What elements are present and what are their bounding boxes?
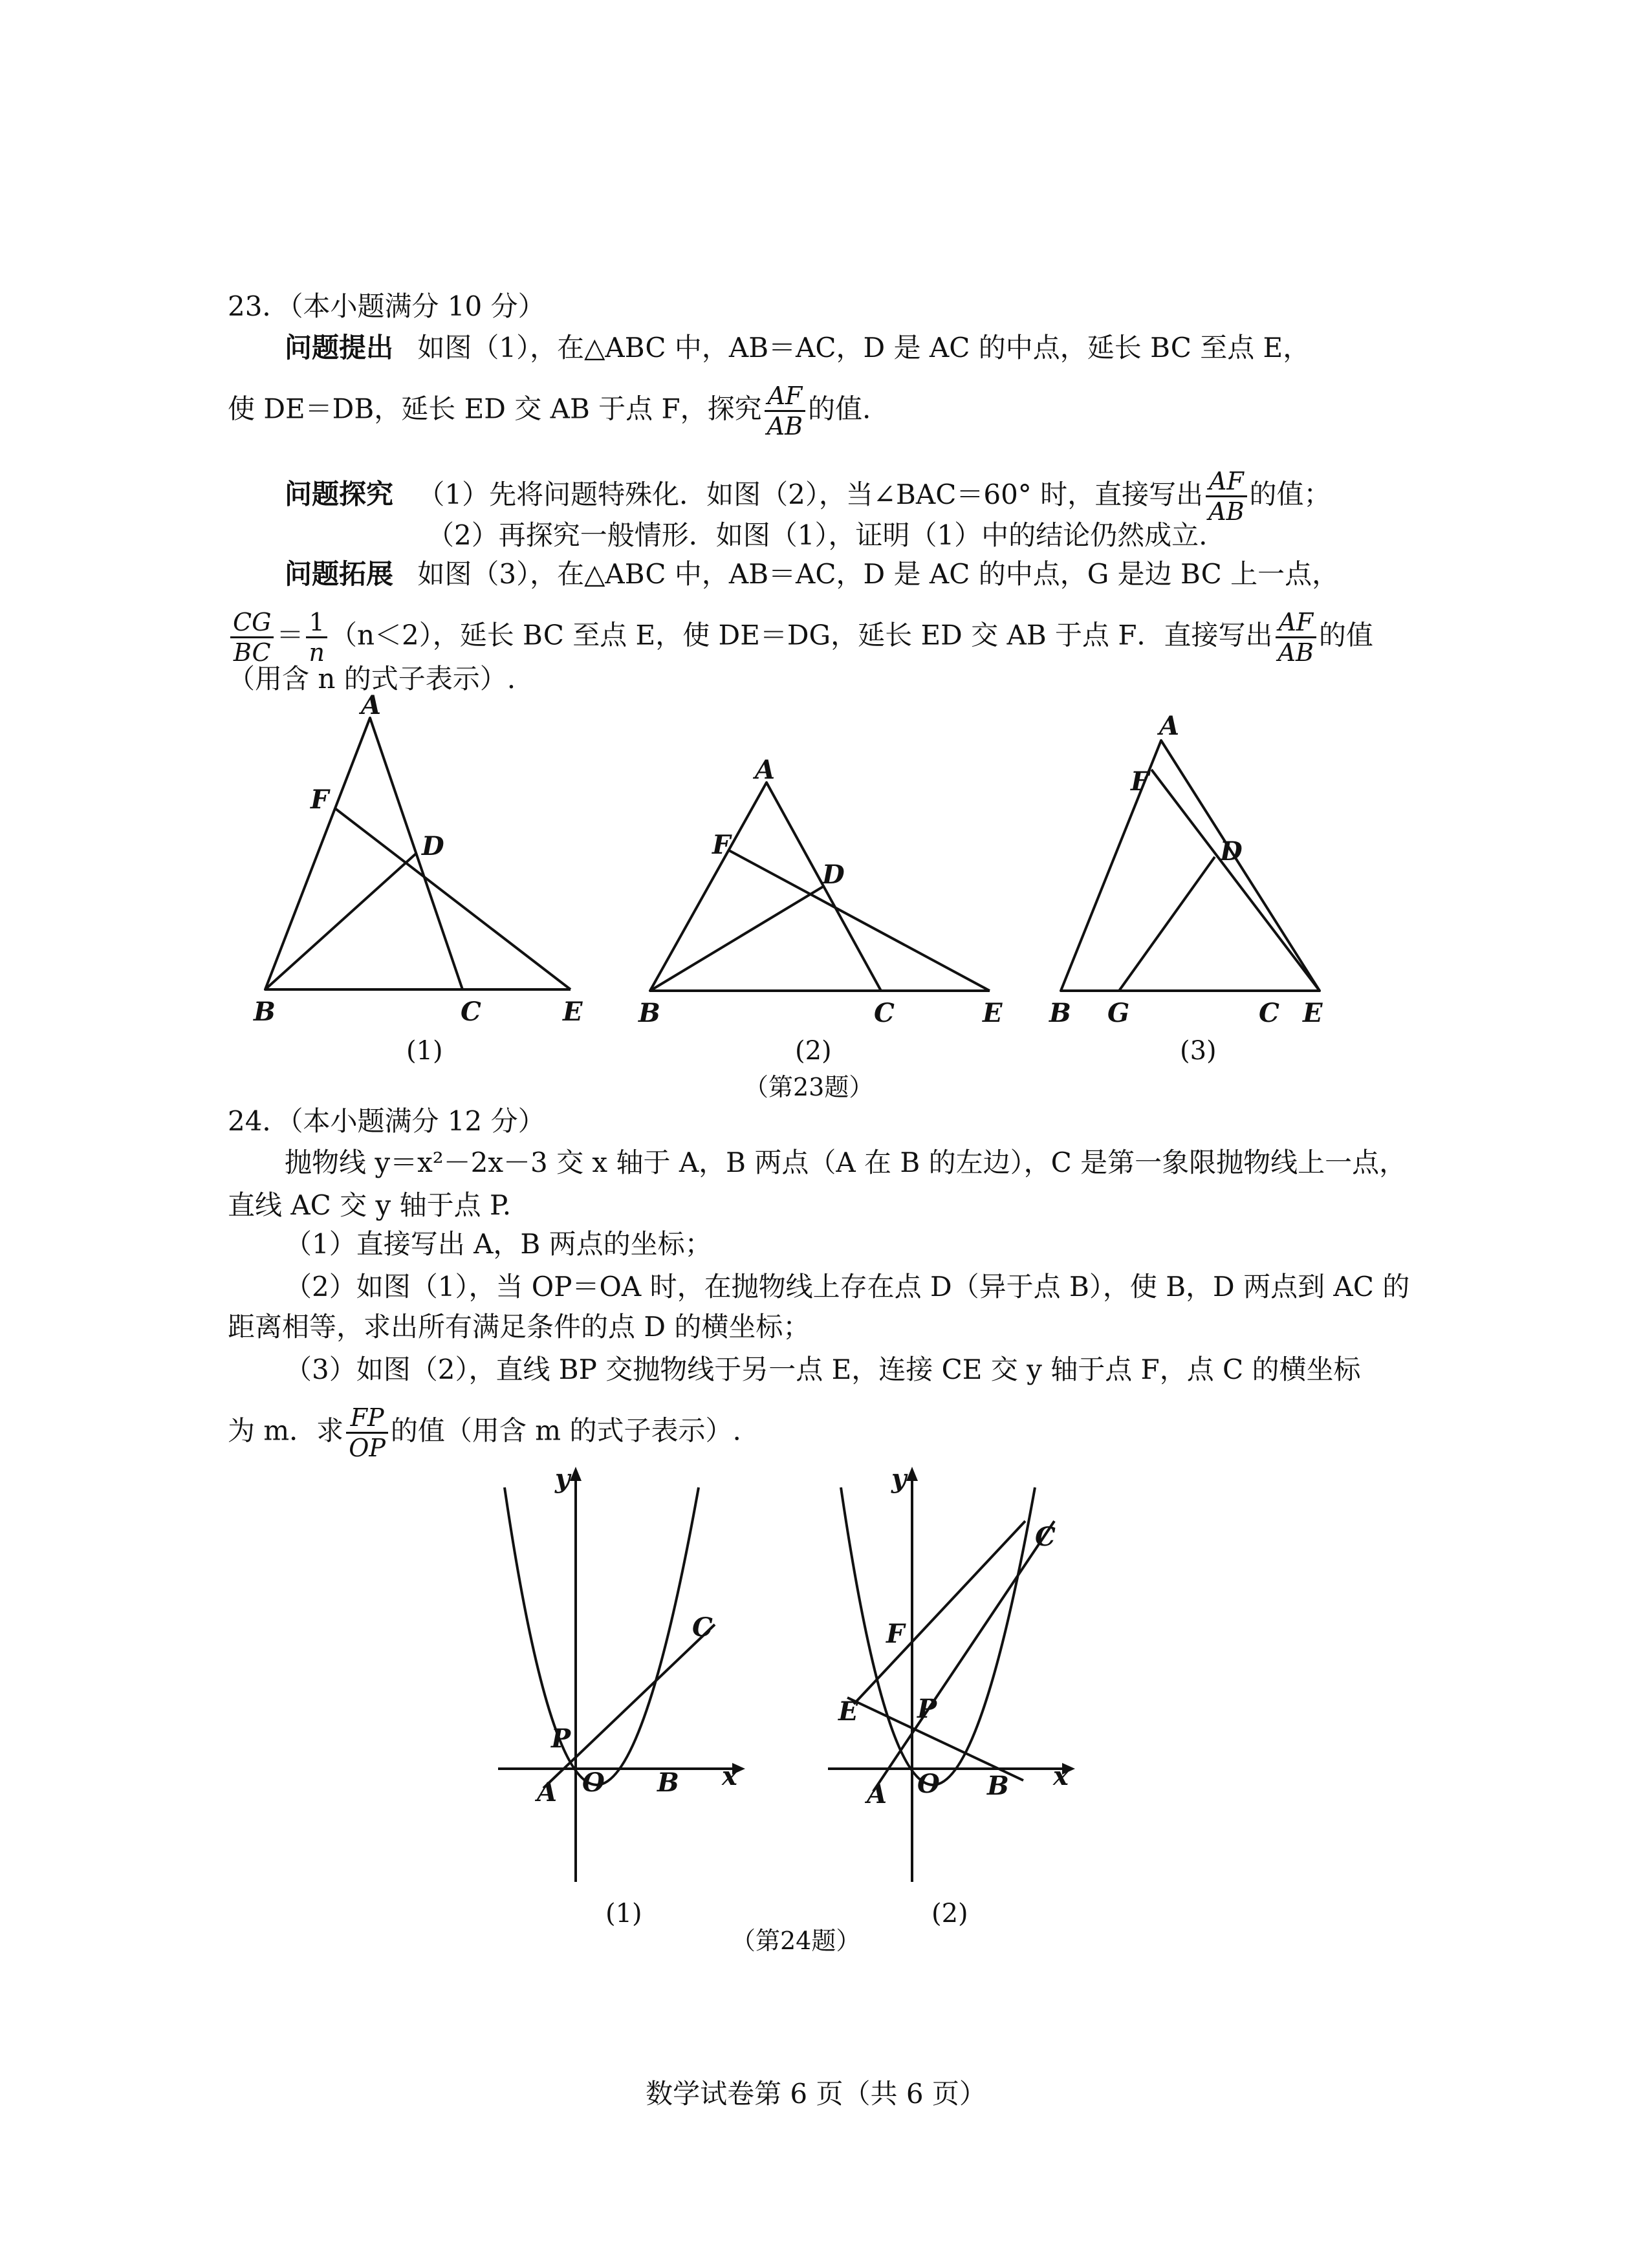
label-a: A	[1159, 711, 1180, 741]
segment-ef	[1151, 770, 1320, 991]
label-f: F	[1131, 766, 1149, 797]
label-y: y	[555, 1463, 571, 1494]
q24-figure-caption: （第24题）	[731, 1927, 861, 1955]
q23-text-2a: （1）先将问题特殊化．如图（2），当∠BAC＝60° 时，直接写出	[417, 478, 1204, 510]
line-ac	[543, 1625, 715, 1788]
fraction-af-ab: $\frac{AF}{AB}$	[765, 382, 805, 440]
label-y: y	[891, 1463, 907, 1494]
label-e: E	[838, 1696, 858, 1727]
q23-text-2a-end: 的值；	[1249, 478, 1331, 510]
q24-sub-3a: （3）如图（2），直线 BP 交抛物线于另一点 E，连接 CE 交 y 轴于点 F，点 C 的横坐标	[285, 1354, 1361, 1385]
label-e: E	[563, 997, 583, 1027]
q24-text-3b: 为 m．求	[228, 1414, 344, 1447]
q23-paragraph-3c: （用含 n 的式子表示）.	[228, 663, 516, 695]
label-e: E	[983, 998, 1003, 1028]
label-e: E	[1303, 998, 1323, 1028]
label-f: F	[886, 1619, 905, 1649]
label-b: B	[657, 1767, 679, 1798]
label-p: P	[551, 1723, 571, 1754]
label-o: O	[917, 1769, 940, 1799]
label-c: C	[874, 998, 895, 1028]
page-footer: 数学试卷第 6 页（共 6 页）	[646, 2078, 986, 2110]
q23-figure-1	[246, 690, 608, 1067]
q24-paragraph-1b: 直线 AC 交 y 轴于点 P.	[228, 1189, 512, 1221]
label-b: B	[987, 1771, 1009, 1801]
y-axis-arrow	[906, 1467, 918, 1481]
q23-paragraph-3b: $\frac{CG}{BC}$ ＝ $\frac{1}{n}$ （n＜2），延长 BC 至点 E，使 DE＝DG，延长 ED 交 AB 于点 F．直接写出 $\frac{AF}{AB}$ 的值	[228, 608, 1373, 667]
figure-label-1: (1)	[406, 1036, 443, 1066]
q23-figure-2	[631, 757, 1006, 1067]
q23-figure-caption: （第23题）	[744, 1073, 874, 1101]
q24-figure-2	[815, 1462, 1087, 1927]
q23-figure-3	[1035, 705, 1358, 1067]
label-c: C	[461, 997, 481, 1027]
parabola	[505, 1487, 699, 1785]
label-b: B	[1049, 998, 1071, 1028]
segment-bd	[265, 854, 416, 989]
label-a: A	[755, 755, 776, 785]
q23-text-3a: 如图（3），在△ABC 中，AB＝AC，D 是 AC 的中点，G 是边 BC 上一点，	[417, 558, 1340, 590]
label-a: A	[537, 1777, 558, 1808]
q23-text-1a: 如图（1），在△ABC 中，AB＝AC，D 是 AC 的中点，延长 BC 至点 E，	[417, 332, 1311, 363]
q24-figure-1	[479, 1462, 763, 1927]
fraction-fp-op: $\frac{FP}{OP}$	[346, 1403, 388, 1462]
fraction-1-n: $\frac{1}{n}$	[306, 608, 327, 667]
q23-paragraph-1a	[285, 330, 1310, 366]
q23-text-1b-end: 的值.	[808, 393, 871, 425]
label-c: C	[1259, 998, 1279, 1028]
q24-sub-2b: 距离相等，求出所有满足条件的点 D 的横坐标；	[228, 1311, 811, 1343]
label-b: B	[254, 997, 276, 1027]
y-axis-arrow	[570, 1467, 582, 1481]
q23-header: 23．（本小题满分 10 分）	[228, 290, 545, 322]
segment-gd	[1119, 857, 1215, 991]
label-g: G	[1107, 998, 1130, 1028]
q23-text-3b: （n＜2），延长 BC 至点 E，使 DE＝DG，延长 ED 交 AB 于点 F．直接写出	[329, 619, 1273, 651]
q23-paragraph-2b: （2）再探究一般情形．如图（1），证明（1）中的结论仍然成立.	[427, 519, 1208, 551]
label-d: D	[1220, 836, 1243, 867]
label-a: A	[867, 1779, 887, 1809]
q24-header: 24．（本小题满分 12 分）	[228, 1105, 545, 1137]
label-o: O	[582, 1767, 605, 1798]
label-a: A	[361, 690, 382, 720]
q23-paragraph-1b	[228, 382, 871, 440]
q24-paragraph-1a: 抛物线 y＝x²－2x－3 交 x 轴于 A，B 两点（A 在 B 的左边），C 是第一象限抛物线上一点，	[285, 1147, 1407, 1178]
q24-sub-1: （1）直接写出 A，B 两点的坐标；	[285, 1228, 712, 1260]
label-f: F	[712, 830, 731, 860]
fraction-af-ab-2: $\frac{AF}{AB}$	[1206, 467, 1246, 526]
triangle-abc	[650, 783, 881, 991]
q23-text-3b-end: 的值	[1318, 619, 1373, 651]
fraction-cg-bc: $\frac{CG}{BC}$	[230, 608, 274, 667]
figure-label-3: (3)	[1180, 1036, 1217, 1066]
label-b: B	[638, 998, 660, 1028]
label-p: P	[917, 1694, 937, 1724]
q23-paragraph-3a	[285, 556, 1339, 592]
q23-tag-extend: 问题拓展	[285, 558, 394, 590]
q23-tag-problem: 问题提出	[285, 332, 394, 363]
label-x: x	[1053, 1761, 1069, 1791]
label-c: C	[692, 1612, 713, 1643]
segment-bd	[650, 886, 824, 991]
label-d: D	[822, 859, 845, 890]
label-d: D	[422, 831, 444, 861]
triangle-abc	[1061, 740, 1320, 991]
fraction-af-ab-3: $\frac{AF}{AB}$	[1276, 608, 1316, 667]
q24-text-3b-end: 的值（用含 m 的式子表示）.	[390, 1414, 741, 1447]
figure-label-24-2: (2)	[931, 1899, 968, 1928]
line-ec	[854, 1521, 1025, 1704]
label-c: C	[1035, 1522, 1056, 1552]
q23-text-1b: 使 DE＝DB，延长 ED 交 AB 于点 F，探究	[228, 393, 762, 425]
q23-tag-explore: 问题探究	[285, 478, 394, 510]
figure-label-24-1: (1)	[605, 1899, 642, 1928]
figure-label-2: (2)	[795, 1036, 832, 1066]
label-f: F	[310, 784, 329, 815]
q24-sub-3b	[228, 1403, 741, 1462]
label-x: x	[722, 1761, 737, 1791]
q24-sub-2a: （2）如图（1），当 OP＝OA 时，在抛物线上存在点 D（异于点 B），使 B，D 两点到 AC 的	[285, 1271, 1410, 1302]
